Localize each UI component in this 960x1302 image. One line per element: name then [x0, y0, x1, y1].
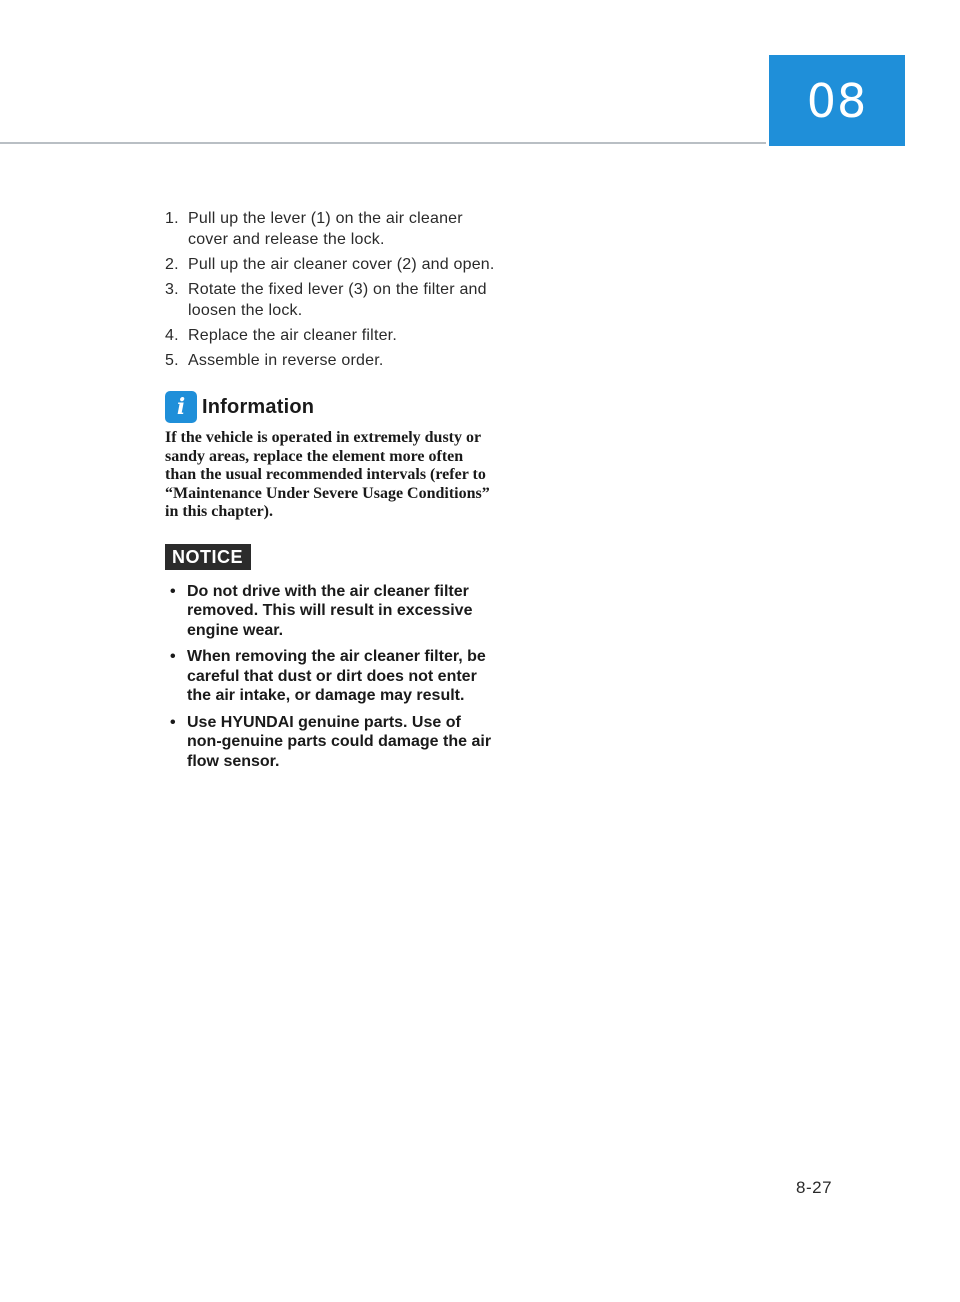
list-item — [165, 208, 495, 250]
list-item — [165, 647, 495, 706]
chapter-tab: 08 — [769, 55, 905, 146]
notice-badge: NOTICE — [165, 544, 251, 570]
step-number: 3. — [165, 281, 179, 298]
step-text: Rotate the fixed lever (3) on the filter and loosen the lock. — [188, 281, 487, 319]
step-text: Assemble in reverse order. — [188, 352, 384, 369]
list-item — [165, 254, 495, 275]
step-number: 5. — [165, 352, 179, 369]
step-number: 1. — [165, 210, 179, 227]
bullet-icon: • — [170, 582, 176, 600]
step-text: Pull up the lever (1) on the air cleaner cover and release the lock. — [188, 210, 463, 248]
page-number: 8-27 — [796, 1178, 833, 1197]
step-number: 4. — [165, 327, 179, 344]
list-item — [165, 325, 495, 346]
step-text: Pull up the air cleaner cover (2) and open. — [188, 256, 495, 273]
bullet-icon: • — [170, 713, 176, 731]
notice-text: Use HYUNDAI genuine parts. Use of non-genuine parts could damage the air flow sensor. — [187, 713, 492, 770]
notice-list — [165, 582, 495, 772]
list-item — [165, 350, 495, 371]
procedure-steps — [165, 208, 495, 371]
bullet-icon: • — [170, 648, 176, 665]
info-icon: i — [165, 391, 197, 423]
notice-text: Do not drive with the air cleaner filter removed. This will result in excessive engine wear. — [187, 582, 473, 639]
main-content — [165, 208, 495, 778]
notice-text: When removing the air cleaner filter, be careful that dust or dirt does not enter the air intake, or damage may result. — [187, 648, 486, 704]
list-item — [165, 713, 495, 772]
information-title: Information — [202, 395, 315, 418]
step-text: Replace the air cleaner filter. — [188, 327, 397, 344]
list-item — [165, 279, 495, 321]
step-number: 2. — [165, 256, 179, 273]
header-rule — [0, 142, 766, 144]
information-body: If the vehicle is operated in extremely dusty or sandy areas, replace the element more often than the usual recommended intervals (refer to “Maintenance Under Severe Usage Conditions” in this chapter). — [165, 429, 490, 520]
list-item — [165, 582, 495, 641]
information-heading — [165, 391, 495, 423]
